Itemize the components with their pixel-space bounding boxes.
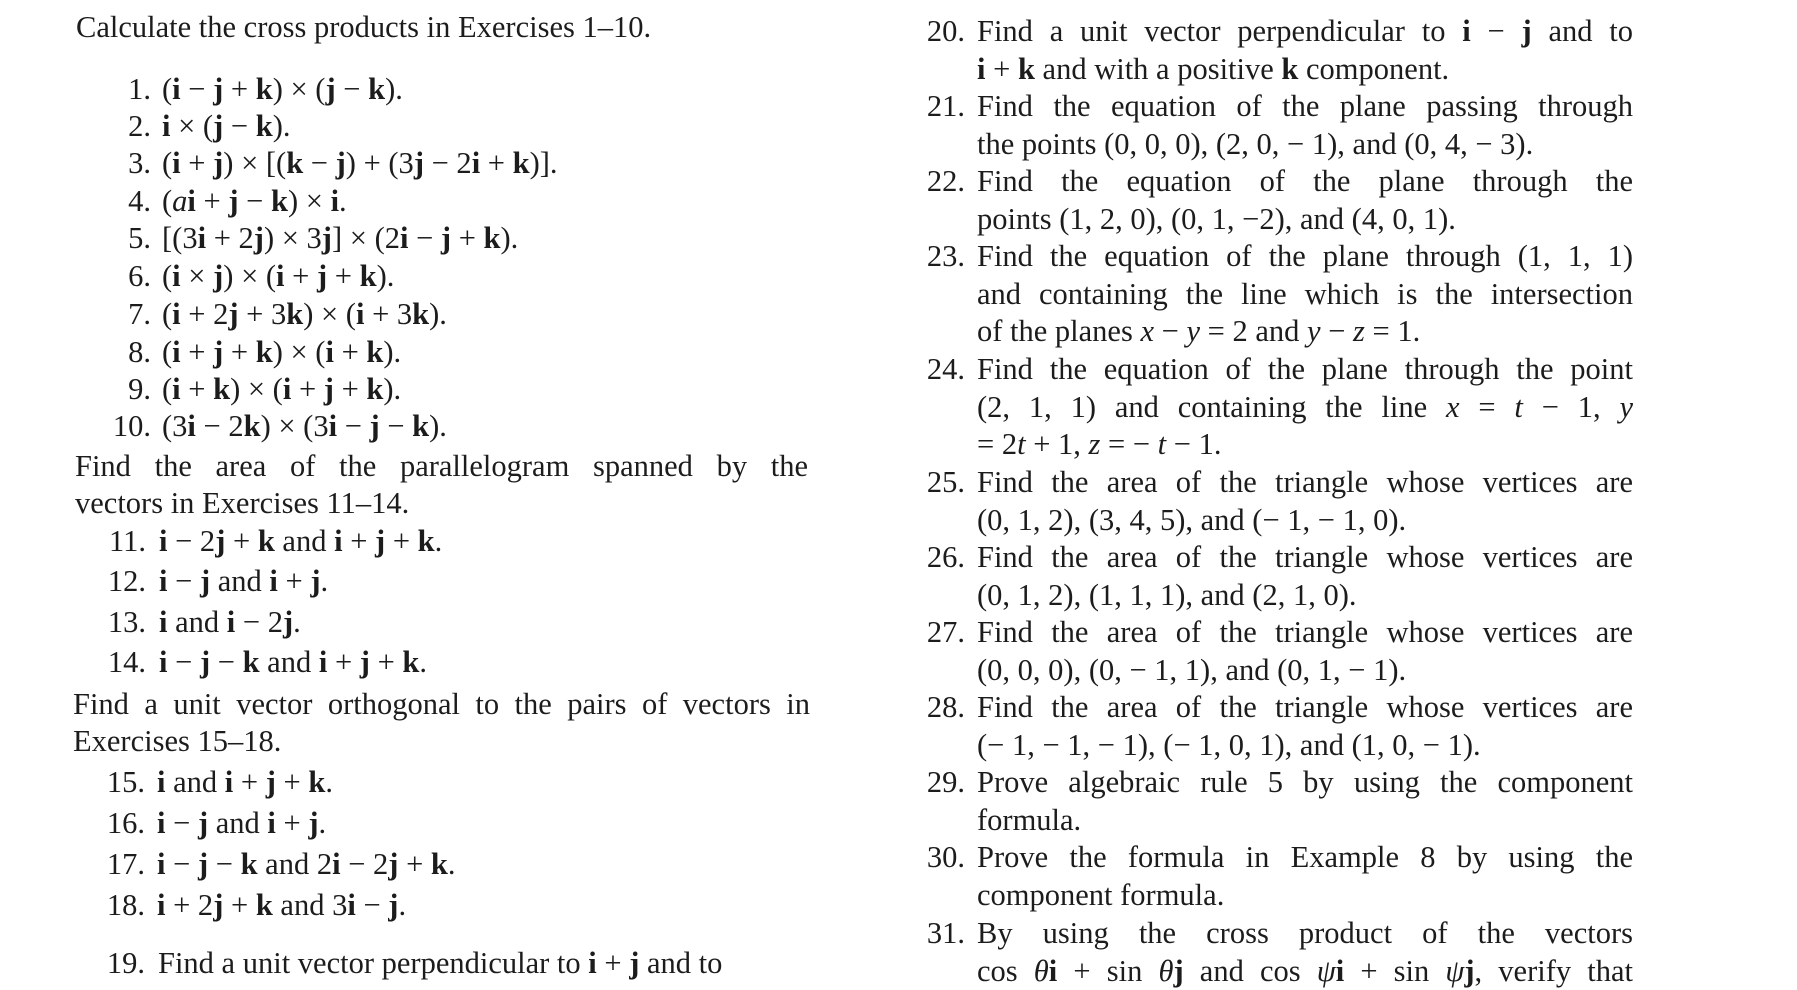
exercise-number: 10. bbox=[112, 409, 151, 443]
exercise-text-line: (0, 1, 2), (1, 1, 1), and (2, 1, 0). bbox=[977, 578, 1357, 612]
exercise-text-line: component formula. bbox=[977, 878, 1225, 912]
exercise-number: 1. bbox=[128, 72, 151, 106]
section-intro-unit-vector: Find a unit vector orthogonal to the pairs of vectors in bbox=[73, 687, 810, 721]
exercise-number: 25. bbox=[926, 465, 965, 499]
exercise-text-line: formula. bbox=[977, 803, 1082, 837]
exercise-text-line: i + k and with a positive k component. bbox=[977, 52, 1450, 86]
exercise-text-line: cos θi + sin θj and cos ψi + sin ψj, verify that bbox=[977, 954, 1633, 988]
exercise-number: 6. bbox=[128, 259, 151, 293]
exercise-expression: (i × j) × (i + j + k). bbox=[162, 259, 395, 293]
exercise-text-line: Find the equation of the plane through the point bbox=[977, 352, 1633, 386]
exercise-text-line: (0, 1, 2), (3, 4, 5), and (− 1, − 1, 0). bbox=[977, 503, 1407, 537]
section-intro-cross-products: Calculate the cross products in Exercises 1–10. bbox=[76, 10, 652, 44]
exercise-text-line: (− 1, − 1, − 1), (− 1, 0, 1), and (1, 0, − 1). bbox=[977, 728, 1481, 762]
exercise-text-line: Find the equation of the plane through the bbox=[977, 164, 1633, 198]
exercise-number: 23. bbox=[926, 239, 965, 273]
exercise-text-line: (2, 1, 1) and containing the line x = t − 1, y bbox=[977, 390, 1634, 424]
exercise-expression: (i + k) × (i + j + k). bbox=[162, 372, 402, 406]
exercise-number: 8. bbox=[128, 335, 151, 369]
exercise-expression: (3i − 2k) × (3i − j − k). bbox=[162, 409, 447, 443]
exercise-expression: i − j and i + j. bbox=[159, 564, 329, 598]
exercise-number: 29. bbox=[926, 765, 965, 799]
exercise-text-line: By using the cross product of the vectors bbox=[977, 916, 1633, 950]
exercise-text-line: and containing the line which is the intersection bbox=[977, 277, 1633, 311]
exercise-number: 2. bbox=[128, 109, 151, 143]
exercise-text-line: Find the area of the triangle whose vertices are bbox=[977, 615, 1633, 649]
exercise-expression: (ai + j − k) × i. bbox=[162, 184, 347, 218]
exercise-expression: i − j and i + j. bbox=[157, 806, 327, 840]
exercise-number: 5. bbox=[128, 221, 151, 255]
exercise-number: 31. bbox=[926, 916, 965, 950]
exercise-number: 13. bbox=[107, 605, 146, 639]
exercise-text-line: Find the area of the triangle whose vertices are bbox=[977, 690, 1633, 724]
exercise-number: 26. bbox=[926, 540, 965, 574]
exercise-expression: i × (j − k). bbox=[162, 109, 291, 143]
section-intro-unit-vector: Exercises 15–18. bbox=[73, 724, 282, 758]
exercise-number: 30. bbox=[926, 840, 965, 874]
exercise-number: 18. bbox=[106, 888, 145, 922]
exercise-text-line: Find the area of the triangle whose vertices are bbox=[977, 465, 1633, 499]
exercise-expression: (i + 2j + 3k) × (i + 3k). bbox=[162, 297, 447, 331]
exercise-number: 17. bbox=[106, 847, 145, 881]
exercise-expression: i and i + j + k. bbox=[157, 765, 333, 799]
exercise-number: 7. bbox=[128, 297, 151, 331]
exercise-text-line: = 2t + 1, z = − t − 1. bbox=[977, 427, 1222, 461]
exercise-text-line: Find the equation of the plane passing through bbox=[977, 89, 1633, 123]
section-intro-parallelogram: vectors in Exercises 11–14. bbox=[75, 486, 410, 520]
exercise-text-line: Prove the formula in Example 8 by using the bbox=[977, 840, 1633, 874]
exercise-text-line: Find a unit vector perpendicular to i − j and to bbox=[977, 14, 1634, 48]
exercise-expression: i + 2j + k and 3i − j. bbox=[157, 888, 407, 922]
exercise-text: Find a unit vector perpendicular to i + j and to bbox=[158, 946, 723, 980]
exercise-number: 15. bbox=[106, 765, 145, 799]
exercise-expression: (i + j) × [(k − j) + (3j − 2i + k)]. bbox=[162, 146, 558, 180]
exercise-expression: (i − j + k) × (j − k). bbox=[162, 72, 403, 106]
exercise-number: 16. bbox=[106, 806, 145, 840]
exercise-expression: i − j − k and i + j + k. bbox=[159, 645, 427, 679]
exercise-number: 22. bbox=[926, 164, 965, 198]
exercise-number: 20. bbox=[926, 14, 965, 48]
exercise-expression: i and i − 2j. bbox=[159, 605, 301, 639]
exercise-number: 12. bbox=[107, 564, 146, 598]
exercise-number: 24. bbox=[926, 352, 965, 386]
exercise-text-line: points (1, 2, 0), (0, 1, −2), and (4, 0, 1). bbox=[977, 202, 1456, 236]
exercise-expression: (i + j + k) × (i + k). bbox=[162, 335, 402, 369]
section-intro-parallelogram: Find the area of the parallelogram spanned by the bbox=[75, 449, 808, 483]
exercise-number: 9. bbox=[128, 372, 151, 406]
exercise-number: 21. bbox=[926, 89, 965, 123]
exercise-text-line: Find the area of the triangle whose vertices are bbox=[977, 540, 1633, 574]
exercise-text-line: of the planes x − y = 2 and y − z = 1. bbox=[977, 314, 1421, 348]
exercise-text-line: Find the equation of the plane through (1, 1, 1) bbox=[977, 239, 1633, 273]
exercise-expression: i − 2j + k and i + j + k. bbox=[159, 524, 443, 558]
exercise-number: 3. bbox=[128, 146, 151, 180]
exercise-text-line: the points (0, 0, 0), (2, 0, − 1), and (0, 4, − 3). bbox=[977, 127, 1534, 161]
exercise-number: 19. bbox=[106, 946, 145, 980]
exercise-text-line: Prove algebraic rule 5 by using the component bbox=[977, 765, 1633, 799]
exercise-expression: [(3i + 2j) × 3j] × (2i − j + k). bbox=[162, 221, 519, 255]
exercise-number: 11. bbox=[109, 524, 146, 558]
exercise-number: 4. bbox=[128, 184, 151, 218]
exercise-text-line: (0, 0, 0), (0, − 1, 1), and (0, 1, − 1). bbox=[977, 653, 1407, 687]
exercise-expression: i − j − k and 2i − 2j + k. bbox=[157, 847, 456, 881]
exercise-number: 27. bbox=[926, 615, 965, 649]
exercise-number: 14. bbox=[107, 645, 146, 679]
exercise-number: 28. bbox=[926, 690, 965, 724]
